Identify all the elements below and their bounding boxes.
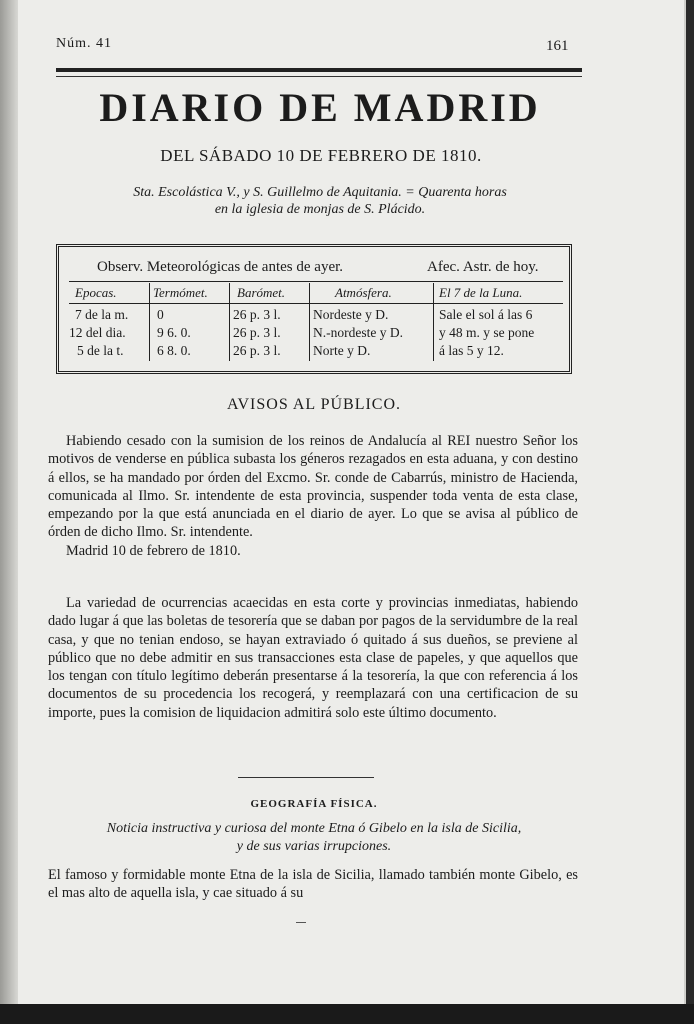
article-paragraph bbox=[48, 866, 578, 903]
article-subtitle-line-1: Noticia instructiva y curiosa del monte Etna ó Gibelo en la isla de Sicilia, bbox=[106, 821, 522, 836]
col-header-epocas: Epocas. bbox=[75, 285, 117, 300]
article-subtitle bbox=[52, 820, 576, 856]
astro-line-3: á las 5 y 12. bbox=[439, 343, 504, 358]
col-header-atmosfera: Atmósfera. bbox=[335, 285, 392, 300]
col-header-termometro: Termómet. bbox=[153, 285, 208, 300]
saints-of-day bbox=[70, 184, 570, 218]
row3-barometro: 26 p. 3 l. bbox=[233, 343, 281, 358]
row1-termometro: 0 bbox=[157, 307, 164, 322]
page-number: 161 bbox=[546, 38, 569, 54]
table-rule-top bbox=[69, 281, 563, 282]
col-divider bbox=[309, 283, 310, 361]
row3-atmosfera: Norte y D. bbox=[313, 343, 371, 358]
article-text: El famoso y formidable monte Etna de la isla de Sicilia, llamado también monte Gibelo, es el mas alto de aquella isla, y cae situado á su bbox=[48, 867, 578, 902]
col-header-luna: El 7 de la Luna. bbox=[439, 285, 523, 300]
issue-date: DEL SÁBADO 10 DE FEBRERO DE 1810. bbox=[160, 146, 482, 165]
col-header-barometro: Barómet. bbox=[237, 285, 286, 300]
row1-atmosfera: Nordeste y D. bbox=[313, 307, 389, 322]
row3-termometro: 6 8. 0. bbox=[157, 343, 191, 358]
row2-termometro: 9 6. 0. bbox=[157, 325, 191, 340]
aviso-paragraph-2 bbox=[48, 594, 578, 722]
row1-epoca: 7 de la m. bbox=[75, 307, 129, 322]
col-divider bbox=[433, 283, 434, 361]
row2-epoca: 12 del dia. bbox=[69, 325, 126, 340]
geografia-heading: GEOGRAFÍA FÍSICA. bbox=[250, 798, 378, 810]
header-rule-thick bbox=[56, 68, 582, 72]
row2-atmosfera: N.-nordeste y D. bbox=[313, 325, 403, 340]
aviso-2-text: La variedad de ocurrencias acaecidas en esta corte y provincias inmediatas, habiendo dado lugar á que las boletas de tesorería que se daban por pagos de la servidumbre de la real casa, y que no tenian endoso, se hayan extraviado ó quitado á sus dueños, se previene al público que no debe admitir en sus transacciones esta clase de papeles, y que aquellos que los tengan con título legítimo deberán presentarse á la tesorería, la que con referencia á los documentos de su procedencia los recogerá, y reemplazará con una certificacion de su importe, pues la comision de liquidacion admitirá solo este último documento. bbox=[48, 595, 578, 721]
avisos-heading: AVISOS AL PÚBLICO. bbox=[226, 396, 402, 413]
header-rule-thin bbox=[56, 76, 582, 77]
article-subtitle-line-2: y de sus varias irrupciones. bbox=[236, 839, 392, 854]
astro-line-1: Sale el sol á las 6 bbox=[439, 307, 533, 322]
astro-line-2: y 48 m. y se pone bbox=[439, 325, 535, 340]
weather-title: Observ. Meteorológicas de antes de ayer. bbox=[97, 259, 344, 275]
saints-line-2: en la iglesia de monjas de S. Plácido. bbox=[214, 202, 426, 217]
section-divider bbox=[238, 777, 374, 778]
saints-line-1: Sta. Escolástica V., y S. Guillelmo de Aquitania. = Quarenta horas bbox=[133, 185, 507, 200]
page-end-mark bbox=[296, 922, 306, 923]
weather-table bbox=[56, 244, 572, 374]
scan-border bbox=[0, 1004, 694, 1024]
page-spine-shadow bbox=[0, 0, 18, 1016]
row3-epoca: 5 de la t. bbox=[77, 343, 124, 358]
aviso-1-text: Habiendo cesado con la sumision de los reinos de Andalucía al REI nuestro Señor los motivos de venderse en pública subasta los géneros rezagados en esta aduana, y con destino á ellos, se ha mandado por órden del Excmo. Sr. conde de Cabarrús, ministro de Hacienda, comunicada al Ilmo. Sr. intendente de esta provincia, suspender toda venta de esta clase, empezando por la que está anunciada en el diario de ayer. Lo que se avisa al público de órden de dicho Ilmo. Sr. intendente. bbox=[48, 433, 578, 541]
col-divider bbox=[149, 283, 150, 361]
table-rule-header bbox=[69, 303, 563, 304]
aviso-paragraph-1 bbox=[48, 432, 578, 560]
col-divider bbox=[229, 283, 230, 361]
row1-barometro: 26 p. 3 l. bbox=[233, 307, 281, 322]
masthead-title: DIARIO DE MADRID bbox=[99, 85, 541, 130]
issue-number: Núm. 41 bbox=[56, 36, 112, 51]
row2-barometro: 26 p. 3 l. bbox=[233, 325, 281, 340]
aviso-1-signature: Madrid 10 de febrero de 1810. bbox=[66, 542, 241, 559]
astro-title: Afec. Astr. de hoy. bbox=[427, 259, 539, 275]
